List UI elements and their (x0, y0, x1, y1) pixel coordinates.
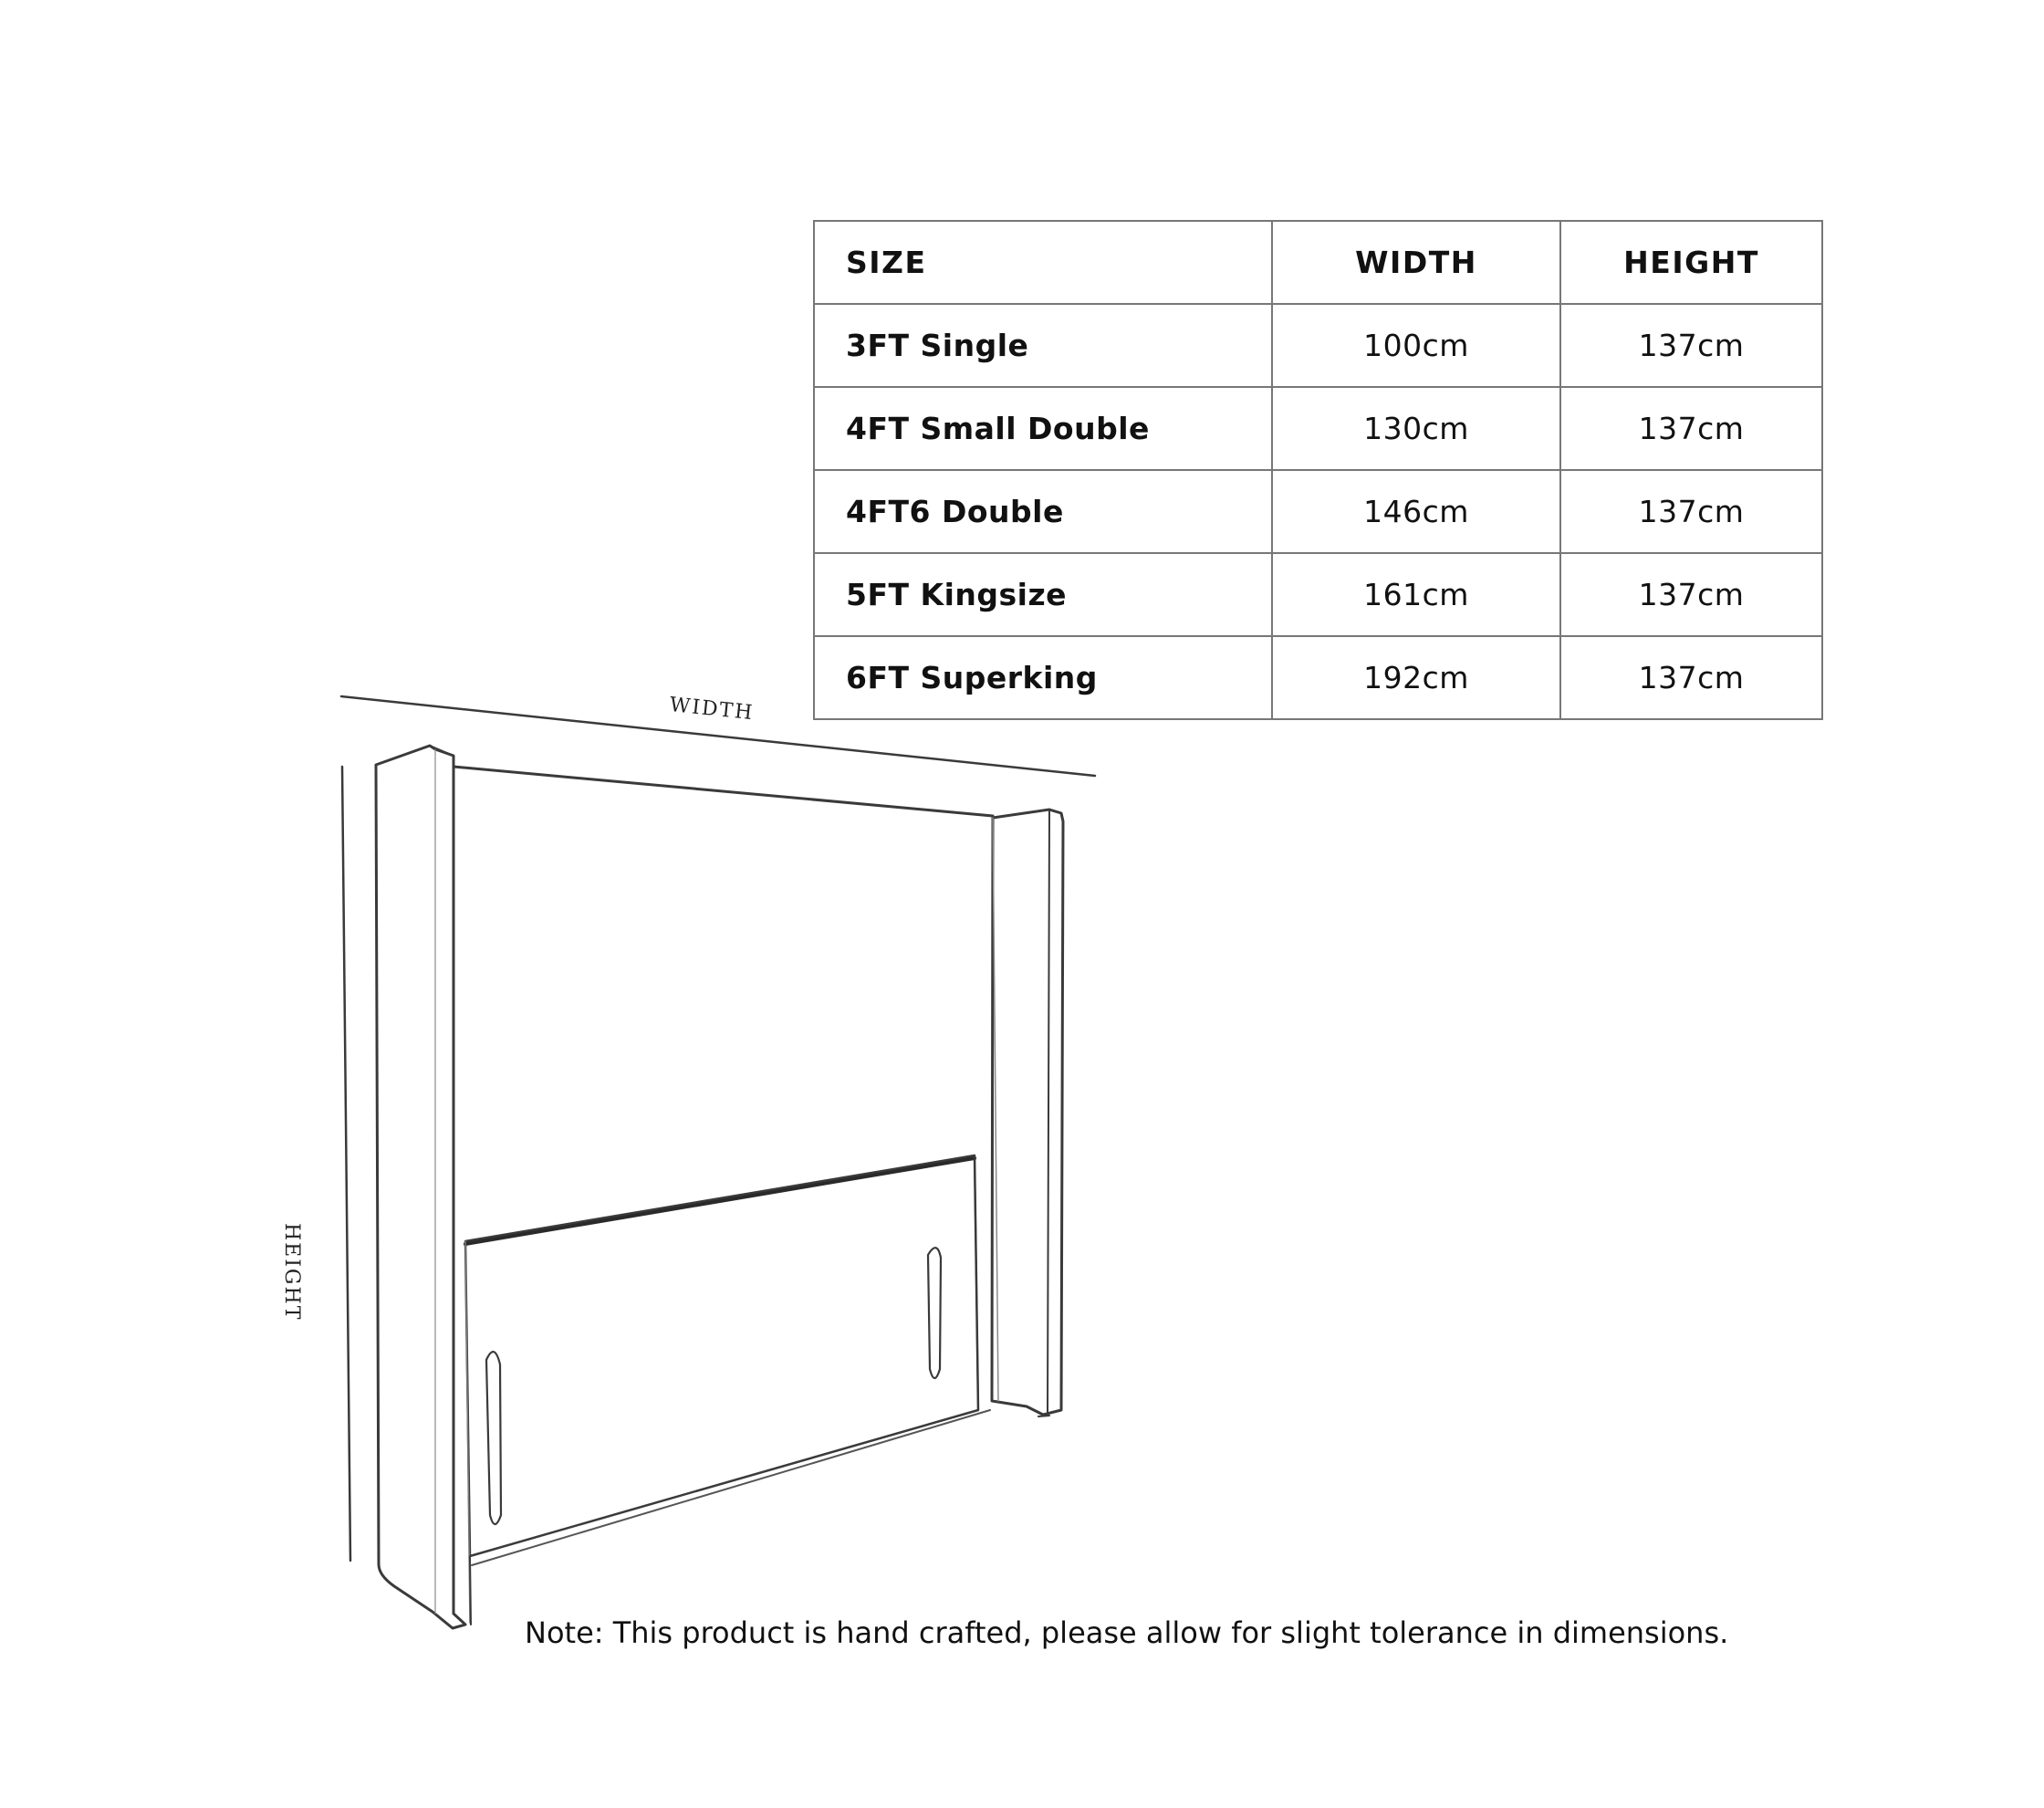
panel-top-edge (454, 767, 993, 816)
height-label: HEIGHT (280, 1223, 303, 1322)
left-wing (376, 746, 465, 1628)
size-table (813, 220, 1823, 720)
table-row (814, 636, 1822, 719)
size-cell: 6FT Superking (814, 636, 1272, 719)
size-cell: 4FT6 Double (814, 470, 1272, 553)
header-size: SIZE (814, 221, 1272, 304)
height-cell: 137cm (1560, 470, 1822, 553)
header-width: WIDTH (1272, 221, 1560, 304)
size-cell: 4FT Small Double (814, 387, 1272, 470)
tolerance-note: Note: This product is hand crafted, please allow for slight tolerance in dimensions. (525, 1615, 1729, 1650)
width-cell: 161cm (1272, 553, 1560, 636)
table-row (814, 553, 1822, 636)
left-slot (486, 1352, 501, 1524)
table-row (814, 387, 1822, 470)
size-cell: 5FT Kingsize (814, 553, 1272, 636)
height-dimension-line (342, 767, 350, 1561)
width-cell: 100cm (1272, 304, 1560, 387)
height-cell: 137cm (1560, 304, 1822, 387)
width-cell: 146cm (1272, 470, 1560, 553)
right-wing (992, 810, 1063, 1415)
height-cell: 137cm (1560, 636, 1822, 719)
table-row (814, 304, 1822, 387)
width-cell: 192cm (1272, 636, 1560, 719)
lower-panel (465, 1155, 978, 1556)
width-cell: 130cm (1272, 387, 1560, 470)
width-label: WIDTH (668, 694, 756, 726)
right-slot (928, 1248, 941, 1378)
size-cell: 3FT Single (814, 304, 1272, 387)
table-row (814, 470, 1822, 553)
height-cell: 137cm (1560, 553, 1822, 636)
header-height: HEIGHT (1560, 221, 1822, 304)
table-header-row (814, 221, 1822, 304)
height-cell: 137cm (1560, 387, 1822, 470)
